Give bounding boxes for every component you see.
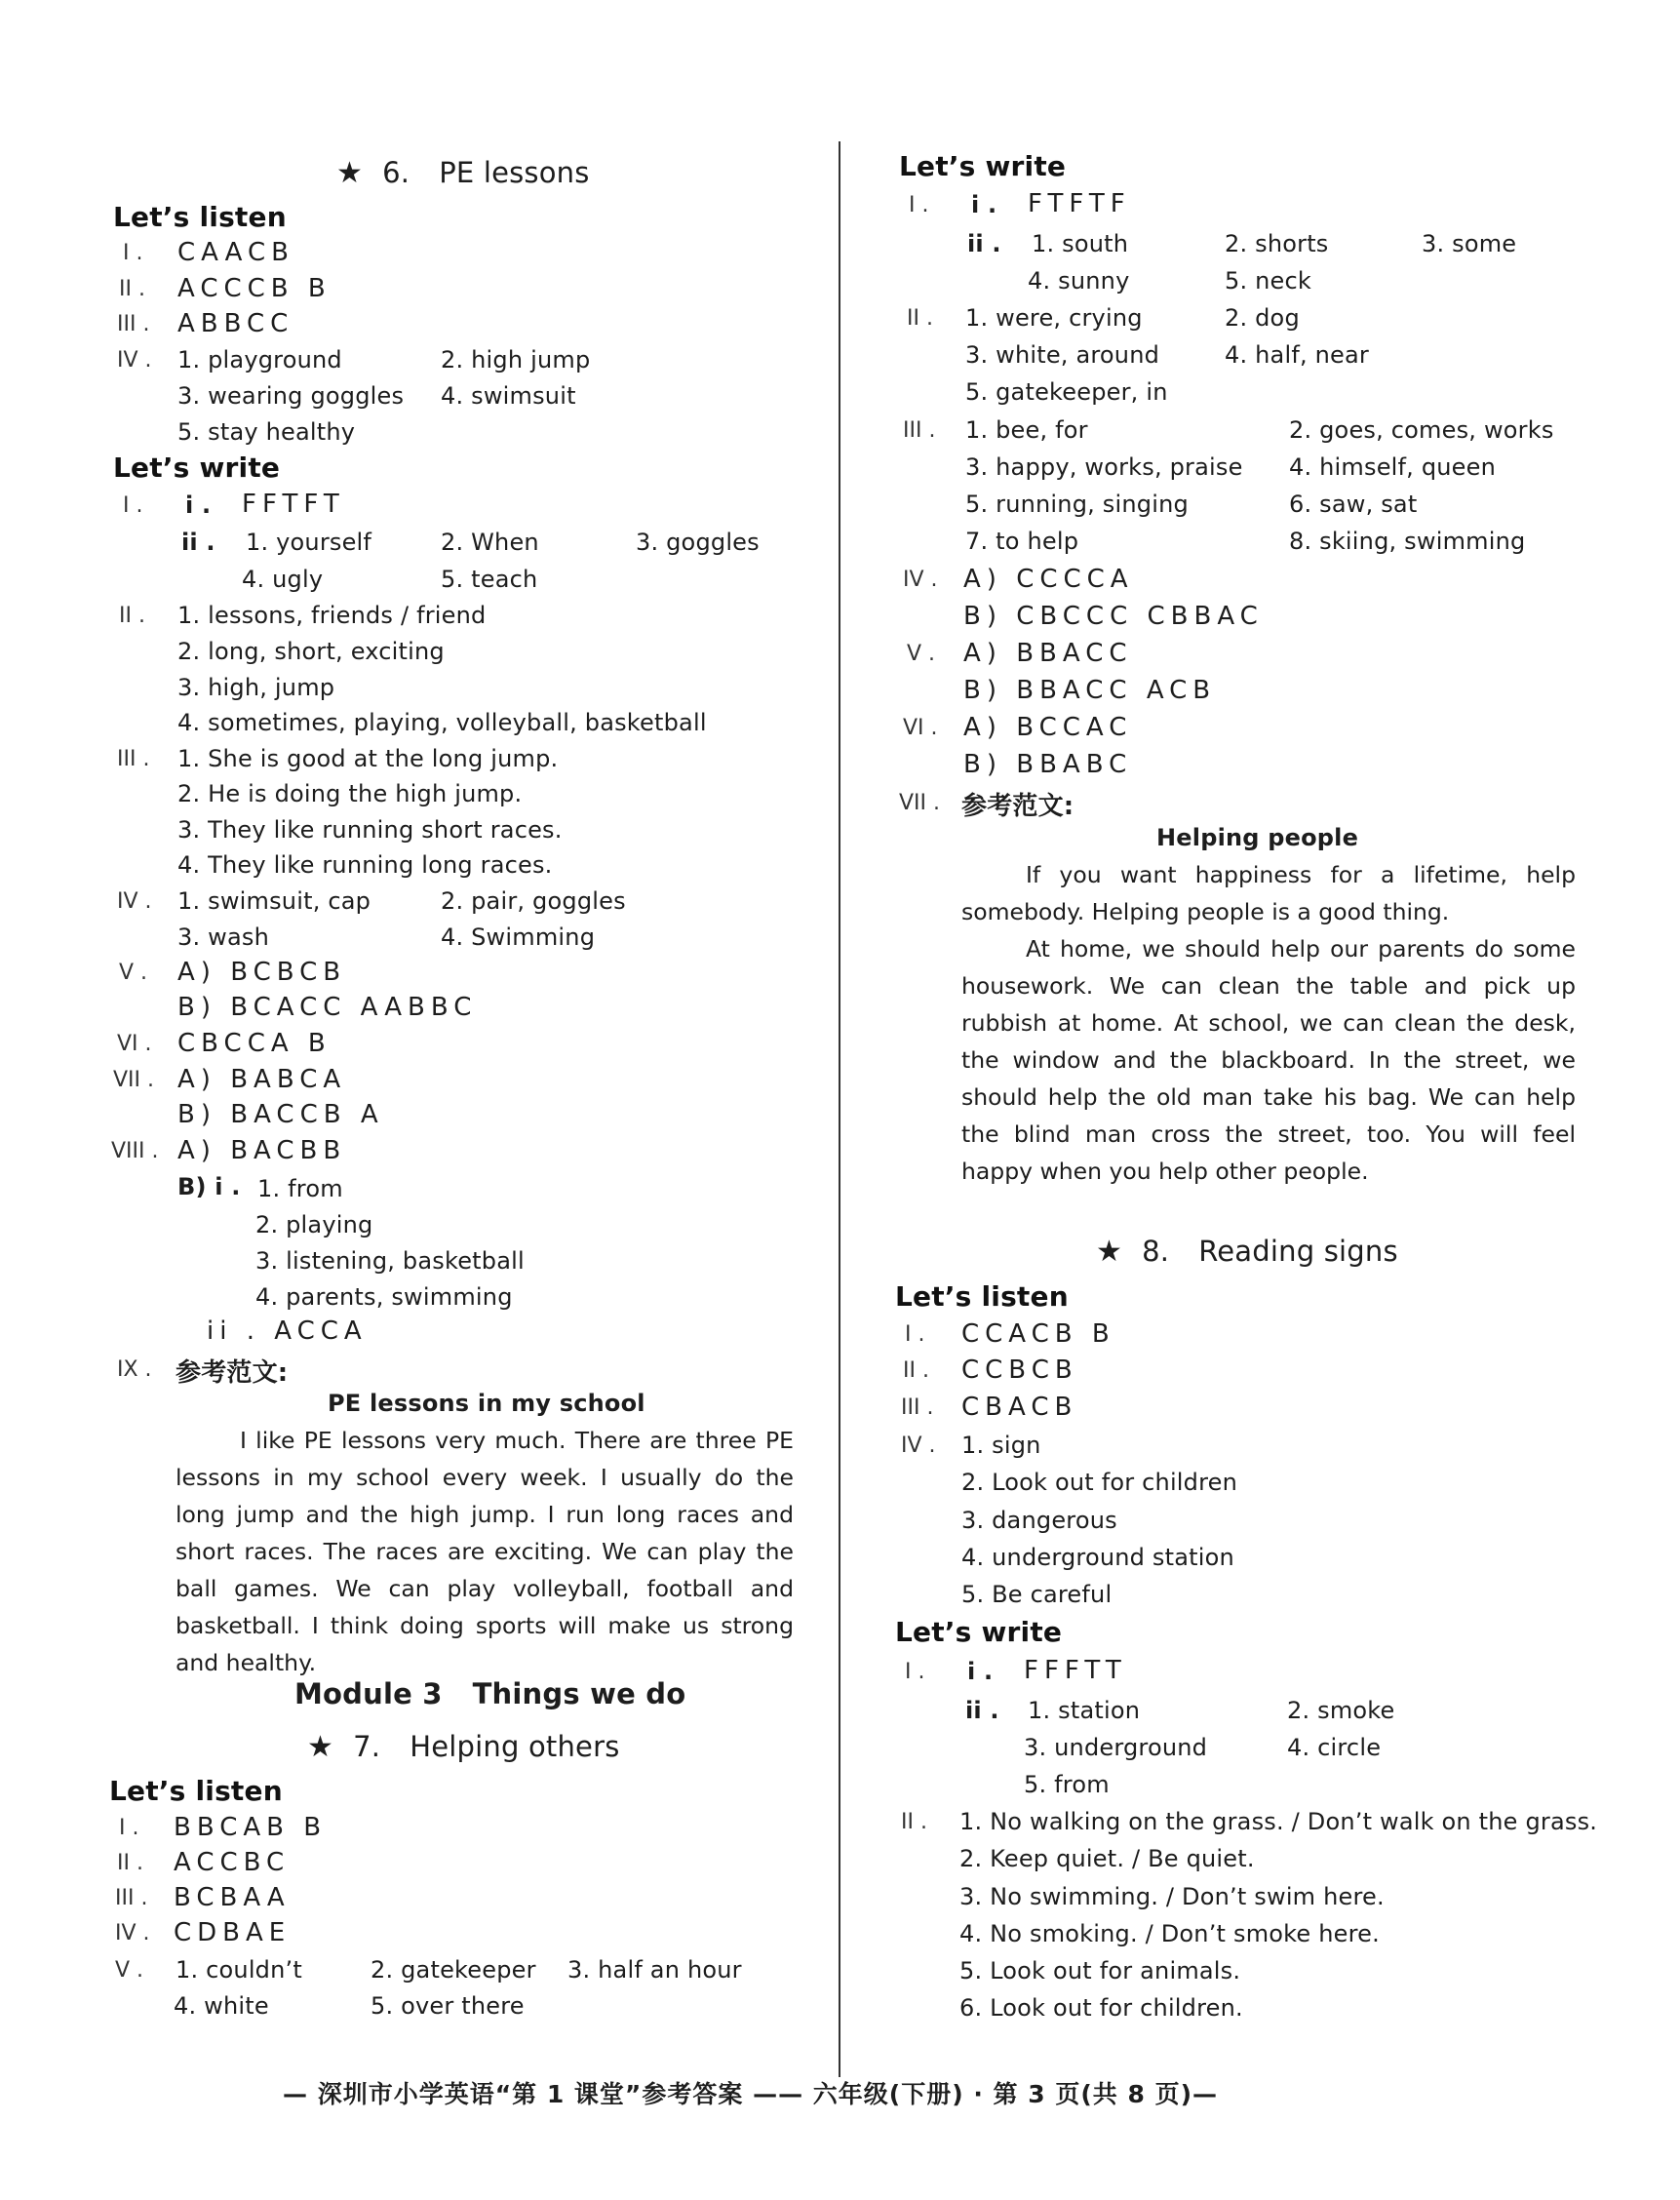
answer: CCBCB <box>961 1355 1078 1385</box>
answer: CAACB <box>177 238 294 267</box>
answer: CDBAE <box>174 1918 292 1947</box>
answer: 2. smoke <box>1287 1697 1395 1724</box>
answer: 2. dog <box>1225 304 1300 332</box>
answer: 2. high jump <box>441 346 591 373</box>
answer: 5. running, singing <box>965 491 1189 518</box>
answer: FFTFT <box>242 490 345 519</box>
essay-title: PE lessons in my school <box>328 1390 645 1417</box>
answer: 3. wearing goggles <box>177 382 405 410</box>
answer: ii . ACCA <box>207 1316 368 1346</box>
answer: 1. She is good at the long jump. <box>177 745 559 772</box>
sample-essay-label: 参考范文: <box>176 1358 289 1388</box>
answer: 3. goggles <box>636 529 760 556</box>
unit-7-heading: ★ 7. Helping others <box>307 1730 620 1764</box>
lets-listen-heading: Let’s listen <box>895 1280 1069 1313</box>
unit-6-heading: ★ 6. PE lessons <box>336 156 590 190</box>
answer: 1. No walking on the grass. / Don’t walk on the grass. <box>959 1808 1598 1835</box>
roman-4: IV . <box>901 1434 936 1458</box>
answer: 4. white <box>174 1992 269 2020</box>
roman-4: IV . <box>903 568 938 592</box>
essay-paragraph-2: At home, we should help our parents do some housework. We can clean the table and pick up rubbish at home. At school, we can clean the desk, the window and the blackboard. In the street, we should help the old man take his bag. We can help the blind man cross the street, too. You will feel happy when you help other people. <box>961 935 1576 1185</box>
answer: 4. parents, swimming <box>255 1283 513 1311</box>
answer: 2. He is doing the high jump. <box>177 780 523 807</box>
answer: B) BCACC AABBC <box>177 993 478 1022</box>
answer: 3. They like running short races. <box>177 816 563 844</box>
answer: 4. swimsuit <box>441 382 576 410</box>
answer: A) BABCA <box>177 1065 347 1094</box>
answer: 1. south <box>1032 230 1129 257</box>
answer: 2. When <box>441 529 539 556</box>
answer: 3. some <box>1422 230 1517 257</box>
answer: 3. half an hour <box>567 1956 742 1984</box>
essay-paragraph: I like PE lessons very much. There are three PE lessons in my school every week. I usually do the long jump and the high jump. I run long races and short races. The races are exciting. We can play the ball games. We can play volleyball, football and basketball. I think doing sports will make us strong and healthy. <box>176 1427 794 1676</box>
column-divider <box>839 141 840 2077</box>
answer: 5. from <box>1024 1771 1110 1798</box>
roman-7: VII . <box>113 1068 155 1092</box>
answer: A) BBACC <box>963 639 1133 668</box>
answer: 6. Look out for children. <box>959 1994 1243 2022</box>
answer: 5. Be careful <box>961 1581 1113 1608</box>
roman-4: IV . <box>115 1921 150 1945</box>
answer: B) BBACC ACB <box>963 676 1217 705</box>
roman-3: III . <box>901 1395 934 1420</box>
roman-2: II . <box>117 1851 143 1875</box>
answer: A) CCCCA <box>963 565 1134 594</box>
star-icon: ★ <box>336 156 364 190</box>
roman-1: I . <box>123 241 143 265</box>
sample-essay-label: 参考范文: <box>961 792 1074 821</box>
answer: FTFTF <box>1028 189 1131 218</box>
roman-2: II . <box>901 1810 927 1834</box>
answer: 2. playing <box>255 1211 373 1238</box>
roman-1: I . <box>905 1322 925 1347</box>
answer: 8. skiing, swimming <box>1289 528 1526 555</box>
answer: 4. underground station <box>961 1544 1234 1571</box>
answer: CCACB B <box>961 1319 1115 1349</box>
answer: CBACB <box>961 1393 1078 1422</box>
answer: 5. over there <box>371 1992 525 2020</box>
roman-2: II . <box>907 306 933 331</box>
answer: 1. station <box>1028 1697 1141 1724</box>
roman-8: VIII . <box>111 1139 159 1163</box>
answer: BBCAB B <box>174 1813 328 1842</box>
answer: CBCCA B <box>177 1029 332 1058</box>
answer: B) BBABC <box>963 750 1133 779</box>
answer: 5. teach <box>441 566 538 593</box>
roman-5: V . <box>115 1958 144 1983</box>
answer: 1. were, crying <box>965 304 1143 332</box>
roman-4: IV . <box>117 889 152 914</box>
answer: ACCCB B <box>177 274 332 303</box>
roman-1: I . <box>123 493 143 518</box>
answer: 5. stay healthy <box>177 418 356 446</box>
roman-6: VI . <box>903 716 938 740</box>
roman-1: I . <box>905 1660 925 1684</box>
lets-write-heading: Let’s write <box>895 1616 1063 1648</box>
answer: A) BCBCB <box>177 958 347 987</box>
answer: 2. shorts <box>1225 230 1329 257</box>
answer: 4. Swimming <box>441 923 596 951</box>
answer: ABBCC <box>177 309 294 338</box>
roman-2: II . <box>903 1358 929 1383</box>
answer: 4. No smoking. / Don’t smoke here. <box>959 1920 1380 1947</box>
roman-9: IX . <box>117 1357 152 1382</box>
roman-3: III . <box>903 418 936 443</box>
answer: 3. underground <box>1024 1734 1208 1761</box>
answer: 4. circle <box>1287 1734 1382 1761</box>
roman-5: V . <box>907 642 936 666</box>
roman-5: V . <box>119 961 148 985</box>
answer: 4. ugly <box>242 566 324 593</box>
answer: ACCBC <box>174 1848 291 1877</box>
roman-1: I . <box>119 1816 139 1840</box>
answer: 4. half, near <box>1225 341 1369 369</box>
answer: BCBAA <box>174 1883 291 1912</box>
answer: 1. sign <box>961 1432 1041 1459</box>
roman-2: II . <box>119 604 145 628</box>
roman-1: I . <box>909 193 929 217</box>
answer: 3. listening, basketball <box>255 1247 525 1275</box>
answer: A) BACBB <box>177 1136 347 1165</box>
lets-write-heading: Let’s write <box>113 452 281 484</box>
answer: 4. sometimes, playing, volleyball, basketball <box>177 709 707 736</box>
page-footer: — 深圳市小学英语“第 1 课堂”参考答案 —— 六年级(下册) · 第 3 页(共 8 页)— <box>283 2080 1218 2108</box>
answer: 1. yourself <box>246 529 372 556</box>
answer: 1. from <box>257 1175 343 1202</box>
answer: 2. gatekeeper <box>371 1956 536 1984</box>
roman-7: VII . <box>899 791 941 815</box>
answer: 7. to help <box>965 528 1079 555</box>
answer: 4. himself, queen <box>1289 453 1497 481</box>
answer: 5. gatekeeper, in <box>965 378 1168 406</box>
answer: 3. white, around <box>965 341 1160 369</box>
answer: A) BCCAC <box>963 713 1133 742</box>
roman-2: II . <box>119 277 145 301</box>
star-icon: ★ <box>1096 1235 1123 1269</box>
answer: 2. long, short, exciting <box>177 638 445 665</box>
answer: 1. playground <box>177 346 342 373</box>
module-3-heading: Module 3 Things we do <box>294 1677 686 1710</box>
answer: FFFTT <box>1024 1656 1127 1685</box>
answer: B) BACCB A <box>177 1100 384 1129</box>
unit-8-heading: ★ 8. Reading signs <box>1096 1235 1398 1269</box>
roman-4: IV . <box>117 348 152 373</box>
answer: 3. happy, works, praise <box>965 453 1243 481</box>
essay-title: Helping people <box>1156 824 1359 851</box>
answer: 2. goes, comes, works <box>1289 416 1554 444</box>
answer: B) CBCCC CBBAC <box>963 602 1264 631</box>
answer: 3. dangerous <box>961 1507 1117 1534</box>
roman-6: VI . <box>117 1032 152 1056</box>
answer: 1. swimsuit, cap <box>177 887 371 915</box>
answer: 5. neck <box>1225 267 1311 295</box>
answer: 3. high, jump <box>177 674 335 701</box>
essay-paragraph-1: If you want happiness for a lifetime, help somebody. Helping people is a good thing. <box>961 861 1576 925</box>
answer: 6. saw, sat <box>1289 491 1418 518</box>
answer: 4. sunny <box>1028 267 1130 295</box>
roman-3: III . <box>117 312 150 336</box>
answer: 5. Look out for animals. <box>959 1957 1241 1984</box>
answer: 2. Look out for children <box>961 1469 1238 1496</box>
answer: 3. No swimming. / Don’t swim here. <box>959 1883 1385 1910</box>
answer: 2. Keep quiet. / Be quiet. <box>959 1845 1255 1872</box>
answer: 1. lessons, friends / friend <box>177 602 487 629</box>
star-icon: ★ <box>307 1730 334 1764</box>
lets-listen-heading: Let’s listen <box>113 201 287 233</box>
lets-listen-heading: Let’s listen <box>109 1775 283 1807</box>
answer: 3. wash <box>177 923 269 951</box>
answer: 1. couldn’t <box>176 1956 302 1984</box>
lets-write-heading: Let’s write <box>899 150 1067 182</box>
answer: 1. bee, for <box>965 416 1088 444</box>
roman-3: III . <box>117 747 150 771</box>
roman-3: III . <box>115 1886 148 1910</box>
answer: 2. pair, goggles <box>441 887 626 915</box>
answer: 4. They like running long races. <box>177 851 553 879</box>
